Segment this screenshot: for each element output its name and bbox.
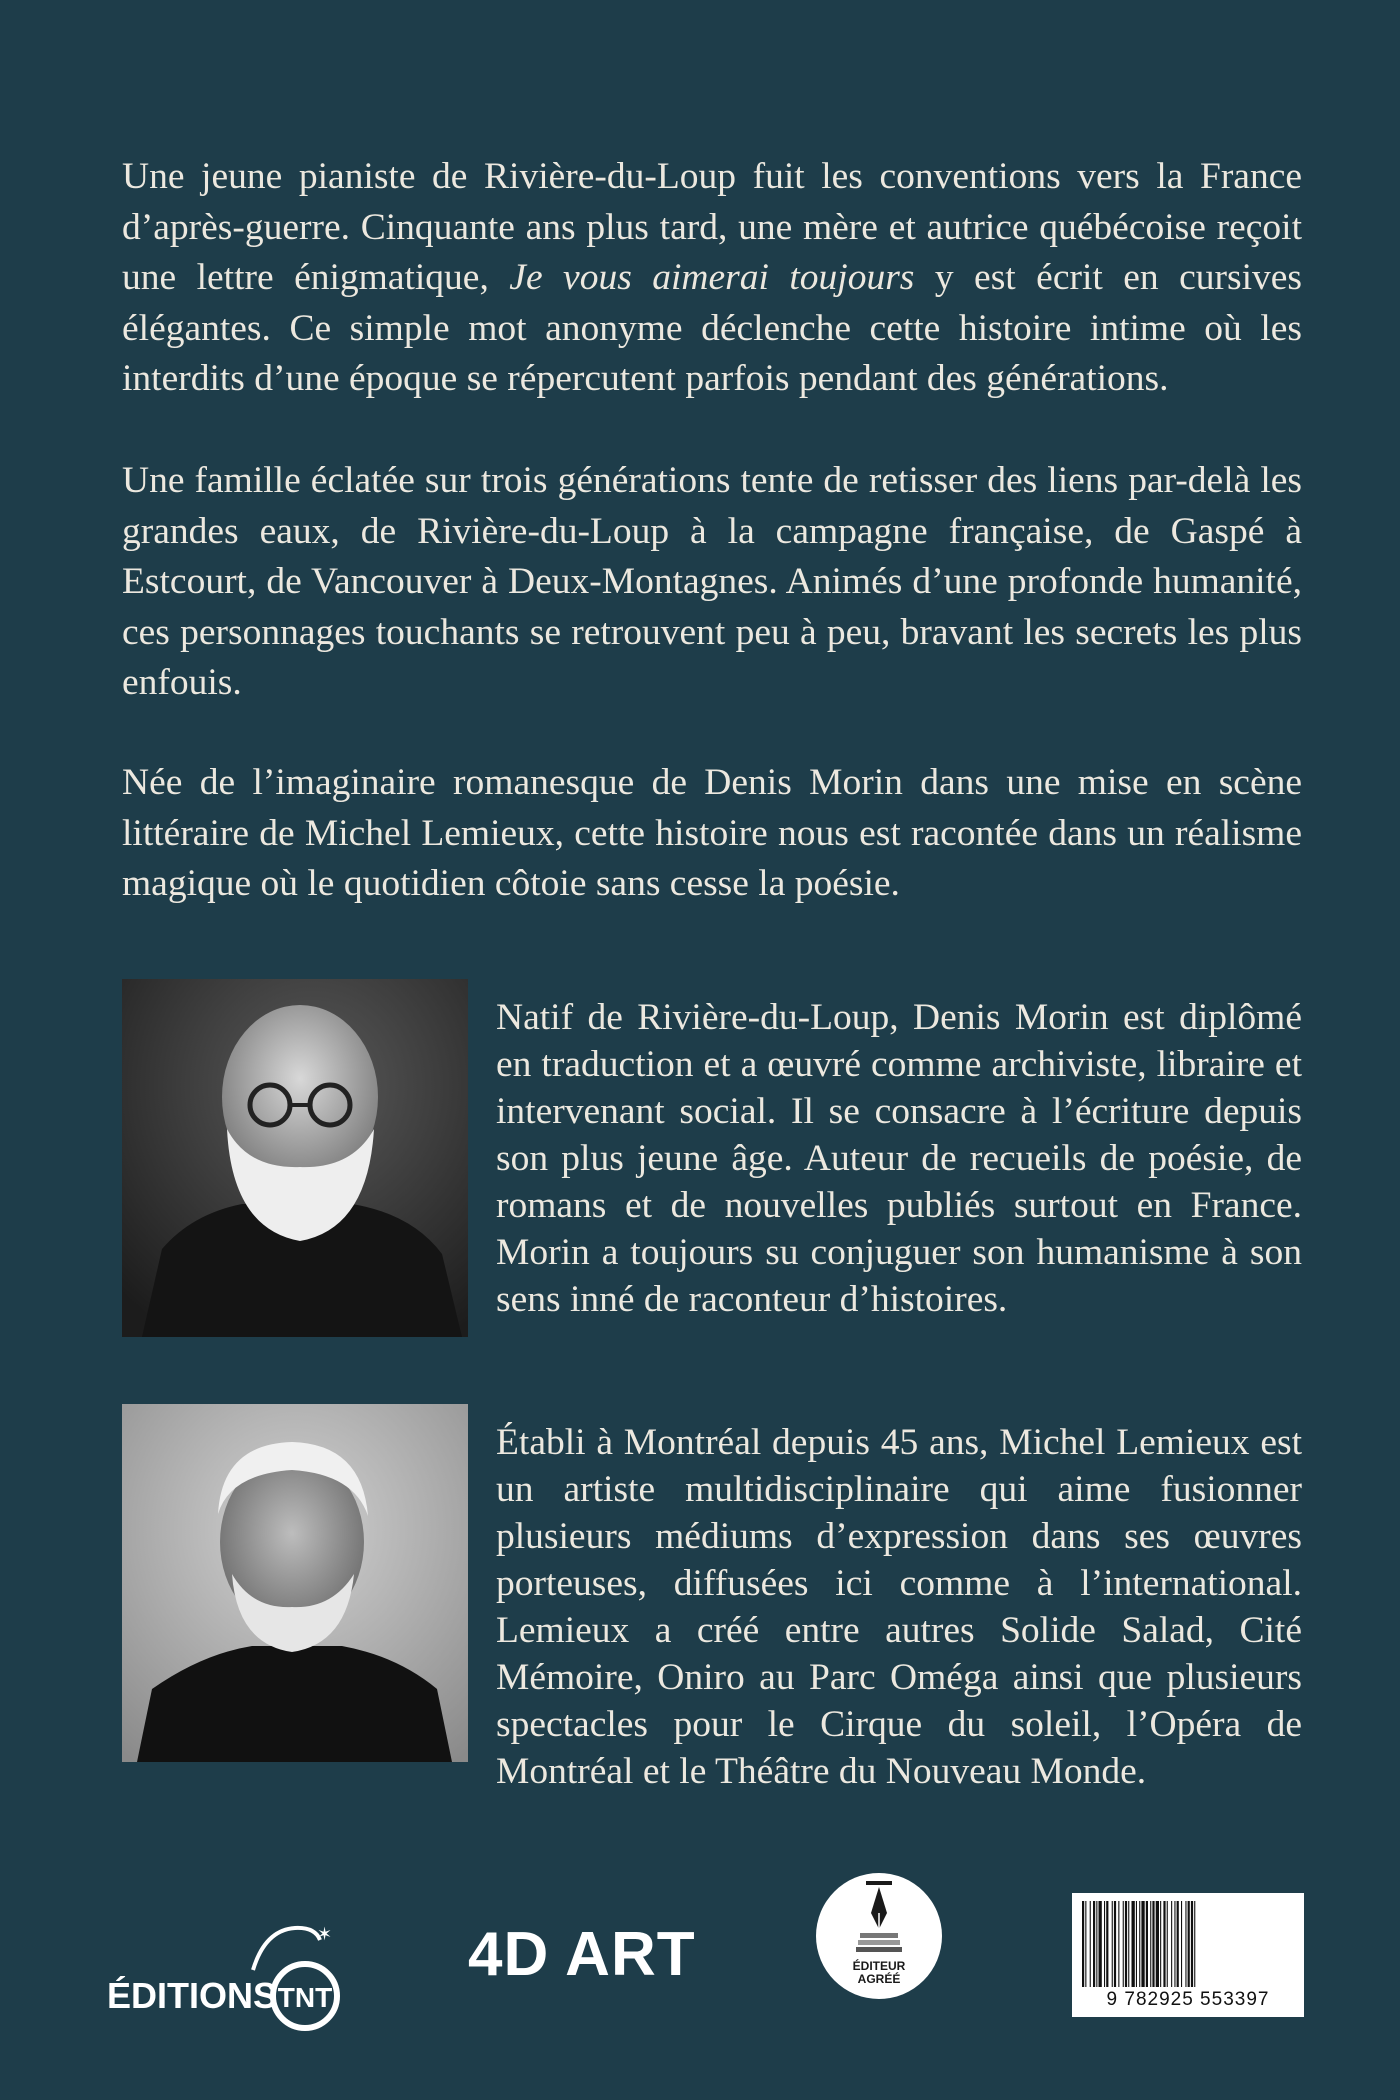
barcode-bar: [1106, 1901, 1108, 1987]
author-photo-michel-lemieux: [122, 1404, 468, 1762]
barcode-bar: [1118, 1901, 1119, 1987]
barcode-bar: [1104, 1901, 1105, 1987]
barcode-bar: [1082, 1901, 1084, 1987]
synopsis-paragraph-2: Une famille éclatée sur trois générations tente de retisser des liens par-delà les grandes eaux, de Rivière-du-Loup à la campagne française, de Gaspé à Estcourt, de Vancouver à Deux-Montagnes. Animés d’une profonde humanité, ces personnages touchants se retrouvent peu à peu, bravant les secrets les plus enfouis.: [122, 460, 1302, 703]
barcode-bar: [1125, 1901, 1127, 1987]
barcode-bar: [1188, 1901, 1190, 1987]
barcode-bar: [1090, 1901, 1091, 1987]
barcode-bar: [1146, 1901, 1148, 1987]
barcode-bar: [1114, 1901, 1116, 1987]
isbn-number: 9 782925 553397: [1106, 1989, 1270, 2010]
editions-wordmark: ÉDITIONS: [107, 1975, 278, 2016]
synopsis-paragraph-3: Née de l’imaginaire romanesque de Denis Morin dans une mise en scène littéraire de Michel Lemieux, cette histoire nous est racontée dans un réalisme magique où le quotidien côtoie sans cesse la poésie.: [122, 762, 1302, 904]
synopsis-paragraph-1: [122, 152, 1302, 405]
barcode-bar: [1185, 1901, 1186, 1987]
barcode-bar: [1136, 1901, 1137, 1987]
barcode-bar: [1128, 1901, 1129, 1987]
letter-quote: Je vous aimerai toujours: [509, 257, 915, 298]
author-bio-michel-lemieux: Établi à Montréal depuis 45 ans, Michel Lemieux est un artiste multidisciplinaire qui aime fusionner plusieurs médiums d’expression dans ses œuvres porteuses, diffusées ici comme à l’international. Lemieux a créé entre autres Solide Salad, Cité Mémoire, Oniro au Parc Oméga ainsi que plusieurs spectacles pour le Cirque du soleil, l’Opéra de Montréal et le Théâtre du Nouveau Monde.: [496, 1422, 1302, 1792]
4d-art-logo: 4D ART: [468, 1920, 696, 1989]
barcode-bar: [1194, 1901, 1195, 1987]
synopsis-p1-text-end: y est écrit en cursives élégantes. Ce simple mot anonyme déclenche cette histoire intime où les interdits d’une époque se répercutent parfois pendant des générations.: [122, 257, 1302, 399]
barcode-bar: [1139, 1901, 1140, 1987]
barcode-bar: [1152, 1901, 1154, 1987]
barcode-bar: [1191, 1901, 1193, 1987]
barcode-bar: [1163, 1901, 1165, 1987]
author-bio-denis-morin: Natif de Rivière-du-Loup, Denis Morin est diplômé en traduction et a œuvré comme archiviste, libraire et intervenant social. Il se consacre à l’écriture depuis son plus jeune âge. Auteur de recueils de poésie, de romans et de nouvelles publiés surtout en France. Morin a toujours su conjuguer son humanisme à son sens inné de raconteur d’histoires.: [496, 997, 1302, 1320]
barcode-bar: [1099, 1901, 1102, 1987]
barcode-bar: [1177, 1901, 1179, 1987]
editeur-agree-seal: [816, 1873, 942, 1999]
barcode-bar: [1150, 1901, 1151, 1987]
seal-line-1: ÉDITEUR: [852, 1959, 906, 1973]
tnt-wordmark: TNT: [277, 1982, 333, 2013]
barcode-bar: [1096, 1901, 1097, 1987]
barcode-bar: [1167, 1901, 1168, 1987]
seal-line-2: AGRÉÉ: [857, 1972, 901, 1986]
barcode-bar: [1160, 1901, 1161, 1987]
barcode-bar: [1171, 1901, 1172, 1987]
editions-tnt-logo: [105, 1900, 345, 2040]
barcode-bar: [1123, 1901, 1124, 1987]
pen-nib-icon: [816, 1873, 942, 1963]
barcode-bar: [1156, 1901, 1159, 1987]
synopsis-p1-text: Une jeune pianiste de Rivière-du-Loup fuit les conventions vers la France d’après-guerre. Cinquante ans plus tard, une mère et autrice québécoise reçoit une lettre énigmatique,: [122, 156, 1302, 298]
barcode-bar: [1174, 1901, 1175, 1987]
barcode-bar: [1112, 1901, 1113, 1987]
svg-text:✶: ✶: [317, 1924, 333, 1944]
barcode-bars: [1082, 1901, 1294, 1987]
barcode-bar: [1181, 1901, 1182, 1987]
barcode-bar: [1093, 1901, 1095, 1987]
author-photo-denis-morin: [122, 979, 468, 1337]
barcode-bar: [1132, 1901, 1135, 1987]
barcode-bar: [1085, 1901, 1086, 1987]
isbn-barcode: [1072, 1893, 1304, 2017]
barcode-bar: [1141, 1901, 1144, 1987]
